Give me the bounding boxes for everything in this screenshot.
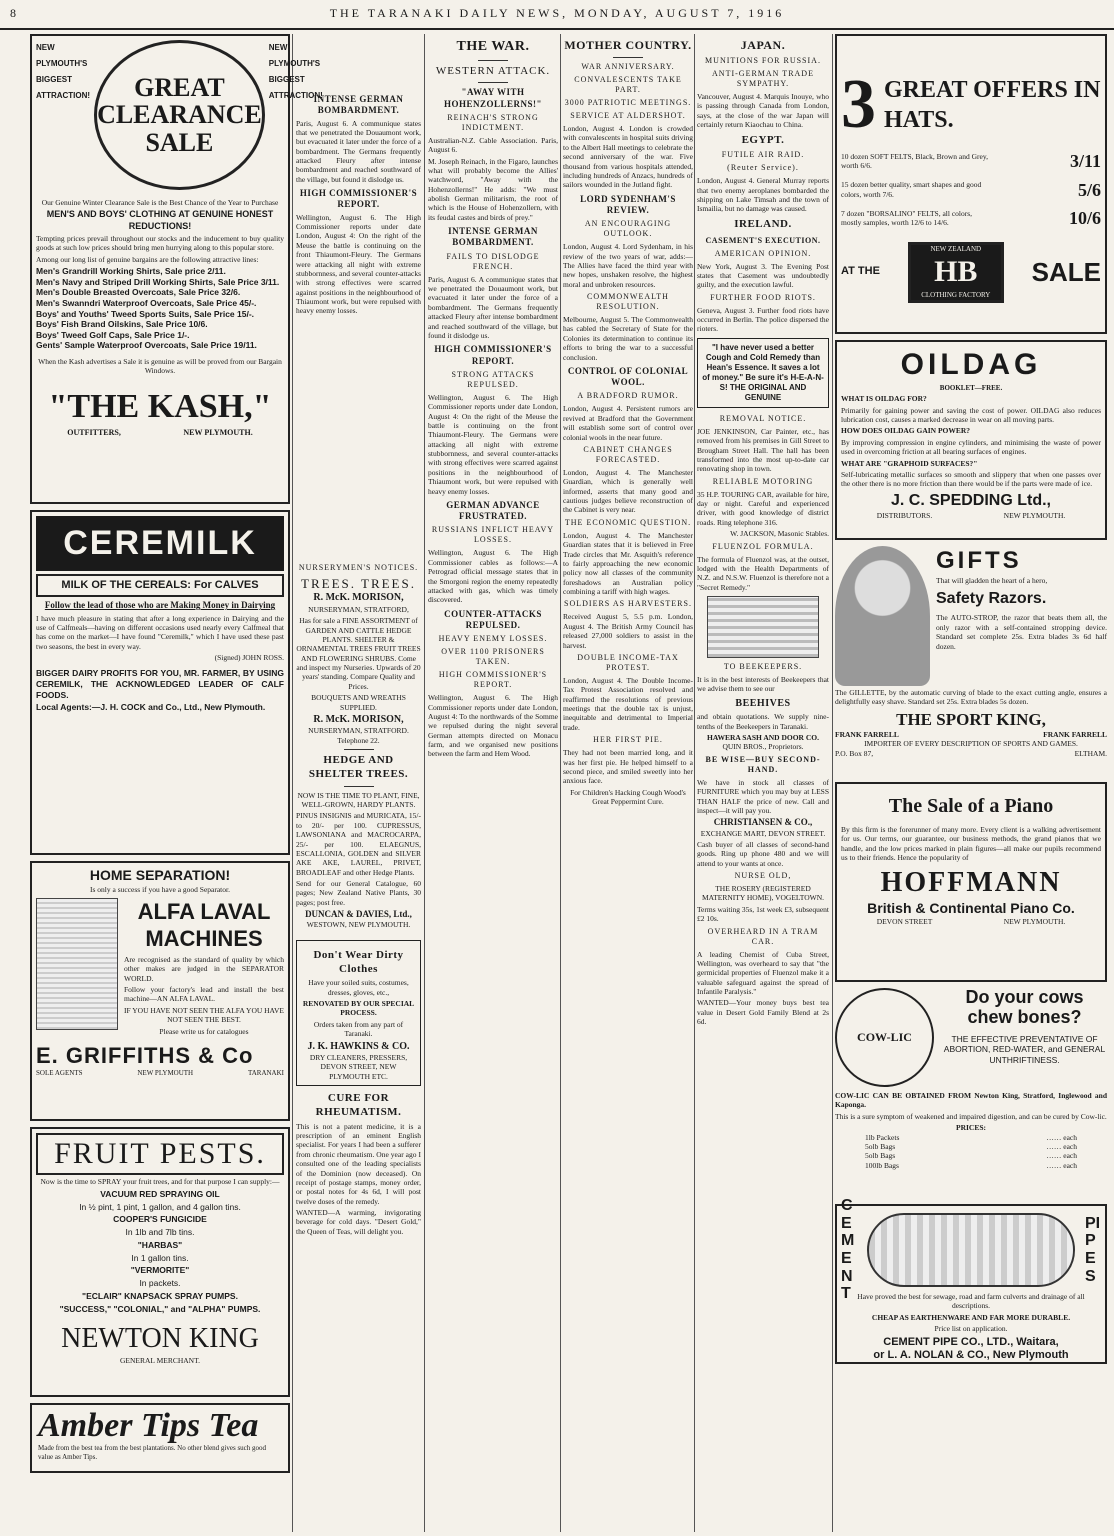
hats-row-desc: 7 dozen "BORSALINO" FELTS, all colors, mostly samples, worth 12/6 to 14/6.: [841, 208, 973, 228]
hats-row: [841, 207, 1101, 230]
hedge-town: WESTOWN, NEW PLYMOUTH.: [306, 920, 411, 930]
kash-side-text: PLYMOUTH'S: [36, 59, 88, 68]
column-2: [296, 560, 421, 1532]
removal-body: JOE JENKINSON, Car Painter, etc., has removed from his premises in Gill Street to Brougham Street Hall. The hall has been transformed into the most up-to-date car renovating shop in town.: [697, 426, 829, 474]
ireland-p3: New York, August 3. The Evening Post states that Casement was undoubtedly guilty, and the execution lawful.: [697, 261, 829, 290]
kash-footer-row: [36, 428, 284, 438]
piano-title: The Sale of a Piano: [888, 795, 1054, 817]
list-item: Men's Navy and Striped Drill Working Shirts, Sale Price 3/11.: [36, 276, 280, 287]
product-detail: In packets.: [139, 1278, 181, 1289]
kash-outfitters: OUTFITTERS,: [67, 428, 121, 438]
ceremilk-signature: (Signed) JOHN ROSS.: [214, 653, 284, 662]
fluenzol-body: The formula of Fluenzol was, at the outset, lodged with the Health Departments of N.Z. and N.S.W. Fluenzol is therefore not a "Secret Remedy.": [697, 554, 829, 592]
hoffmann-firm: HOFFMANN: [880, 866, 1062, 898]
mother-h7: COMMONWEALTH RESOLUTION.: [587, 292, 669, 311]
kash-among: Among our long list of genuine bargains are the following attractive lines:: [36, 254, 259, 264]
mother-p9: They had not been married long, and it was her first pie. He helped himself to a second piece, and smiled sweetly into her anxious face.: [563, 748, 693, 786]
alfa-write: Please write us for catalogues: [159, 1026, 249, 1036]
amber-tips-advert: [30, 1403, 290, 1473]
masthead-title: THE TARANAKI DAILY NEWS, MONDAY, AUGUST 7, 1916: [329, 6, 785, 20]
kash-items: [36, 266, 284, 351]
nursery-bouquets: BOUQUETS AND WREATHS SUPPLIED.: [311, 693, 406, 712]
alfa-region: TARANAKI: [248, 1069, 284, 1078]
japan-h1: MUNITIONS FOR RUSSIA.: [705, 56, 821, 65]
fruit-intro: Now is the time to SPRAY your fruit trees, and for that purpose I can supply:—: [40, 1176, 280, 1186]
oildag-a3: Self-lubricating metallic surfaces so smooth and slippery that when one passes over the other there is no more friction than there would be if the parts were made of ice.: [841, 469, 1101, 489]
hawkins-advert: [296, 940, 421, 1086]
list-item: Men's Swanndri Waterproof Overcoats, Sale Price 45/-.: [36, 297, 257, 308]
cowlic-heading: [835, 988, 1107, 1087]
product: VACUUM RED SPRAYING OIL: [100, 1188, 220, 1199]
hb-logo-top: NEW ZEALAND: [930, 244, 982, 253]
hb-at-the: AT THE: [841, 265, 880, 278]
gifts-text: [930, 546, 1107, 686]
cows-prices-label: PRICES:: [955, 1123, 986, 1133]
price-size: 1lb Packets: [865, 1132, 900, 1142]
war-p1: M. Joseph Reinach, in the Figaro, launches what will probably become the Allies' watchword, "Away with the Hohenzollerns!" He adds: "We must abolish German militarism, the root of which is the House of Hohenzollern, with its feudal castes and birds of prey.": [428, 156, 558, 222]
kash-side-text: BIGGEST: [36, 75, 73, 84]
tea-body: WANTED—Your money buys best tea value in Desert Gold Family Blend at 2s 6d.: [697, 998, 829, 1027]
hats-title: GREAT OFFERS IN HATS.: [884, 77, 1101, 133]
japan-h2: ANTI-GERMAN TRADE SYMPATHY.: [712, 69, 814, 88]
kash-side-text: PLYMOUTH'S: [268, 59, 321, 68]
pipes-word: PIPES: [1085, 1214, 1101, 1285]
sport-king: THE SPORT KING,: [896, 709, 1046, 729]
war-p2: Paris, August 6. A communique states that we penetrated the Douaumont work, but evacuated it later under the force of a bombardment. The Germans frequently attacked Fleury after intense bombardment and reached southward of the village, but found it dislodge us.: [428, 274, 558, 340]
cows-title: Do your cows chew bones?: [965, 987, 1084, 1027]
tram-body: A leading Chemist of Cuba Street, Wellington, was overheard to say that "the germicidal properties of Fluenzol make it a valuable safeguard against the spread of Infantile Paralysis.": [697, 949, 829, 996]
piano-body: By this firm is the forerunner of many more. Every client is a walking advertisement for us. Our terms, our guarantee, our business methods, the grand pianos that we handle, and the low prices marked in plain figures—all make our pupils recommend us to their friends. Hence the popularity of: [841, 825, 1101, 863]
kash-side-text: BIGGEST: [268, 75, 305, 84]
oildag-a2: By improving compression in engine cylinders, and minimising the waste of power used in overcoming friction at all bearing surfaces of engines.: [841, 437, 1101, 457]
gifts-body: [835, 546, 1107, 686]
hawkins-address: DEVON STREET, NEW PLYMOUTH ETC.: [320, 1062, 397, 1081]
christiansen-body: Cash buyer of all classes of second-hand goods. Ring up phone 480 and we will attend to your wants at once.: [697, 839, 829, 868]
war-column: [428, 34, 558, 1532]
mother-h10: CABINET CHANGES FORECASTED.: [583, 444, 673, 464]
oildag-q3: WHAT ARE "GRAPHOID SURFACES?": [841, 458, 978, 468]
sport-owners: [835, 730, 1107, 739]
kash-advert: [30, 34, 323, 504]
ireland-h4: CASEMENT'S EXECUTION.: [705, 235, 821, 245]
column-1: [30, 34, 323, 1532]
sport-importer: IMPORTER OF EVERY DESCRIPTION OF SPORTS AND GAMES.: [864, 739, 1078, 749]
mother-p4: London, August 4. Persistent rumors are revived at Bradford that the Government will establish some sort of control over colonial wools in the near future.: [563, 404, 693, 442]
mother-h8: CONTROL OF COLONIAL WOOL.: [567, 365, 689, 388]
war-h10: HEAVY ENEMY LOSSES.: [438, 634, 548, 644]
kash-side-left: [36, 40, 90, 190]
kash-side-text: NEW: [36, 43, 55, 52]
hats-row: [841, 179, 1101, 202]
product: "VERMORITE": [130, 1265, 190, 1276]
kash-name: "THE KASH,": [48, 387, 272, 425]
cows-sub: THE EFFECTIVE PREVENTATIVE OF ABORTION, RED-WATER, and GENERAL UNTHRIFTINESS.: [943, 1033, 1106, 1065]
oildag-advert: [835, 340, 1107, 540]
hb-sale-row: [841, 242, 1101, 303]
price-value: …… each: [1046, 1132, 1077, 1142]
piano-advert: [835, 782, 1107, 982]
list-item: Men's Grandrill Working Shirts, Sale price 2/11.: [36, 266, 226, 276]
war-h1: "AWAY WITH HOHENZOLLERNS!": [443, 87, 542, 109]
ceremilk-body: I have much pleasure in stating that after a long experience in Dairying and the use of Calfmeals—having on different occasions used nearly every Calfmeal that has come on the market—I have found "Ceremilk," which I have used these past two seasons, the best in every way.: [36, 613, 284, 651]
ceremilk-tagline: MILK OF THE CEREALS: For CALVES: [36, 574, 284, 598]
nursery-title: TREES. TREES.: [301, 576, 416, 591]
cement-word: CEMENT: [841, 1197, 855, 1303]
nurse-terms: Terms waiting 35s, 1st week £3, subsequent £2 10s.: [697, 904, 829, 924]
war-title: THE WAR.: [456, 39, 530, 54]
egypt-h: FUTILE AIR RAID.: [721, 150, 805, 160]
ireland-title: IRELAND.: [734, 217, 792, 230]
product: COOPER'S FUNGICIDE: [113, 1214, 207, 1225]
separator-illustration: [36, 898, 118, 1030]
fruit-role: GENERAL MERCHANT.: [120, 1356, 200, 1366]
hats-row-price: 10/6: [1068, 208, 1101, 228]
hedge-now: NOW IS THE TIME TO PLANT, FINE, WELL-GROWN, HARDY PLANTS.: [297, 790, 420, 809]
beehive-illustration: [707, 596, 819, 658]
tea-wanted: WANTED—A warming, invigorating beverage for cold days. "Desert Gold," the Queen of Teas, will delight you.: [296, 1208, 421, 1236]
war-h5-repeat: HIGH COMMISSIONER'S REPORT.: [299, 188, 418, 210]
war-h8: RUSSIANS INFLICT HEAVY LOSSES.: [431, 525, 555, 545]
cement-body: Have proved the best for sewage, road and farm culverts and drainage of all descriptions.: [857, 1292, 1085, 1311]
ireland-h5: AMERICAN OPINION.: [714, 248, 812, 258]
hats-advert: [835, 34, 1107, 334]
gifts-razors: Safety Razors.: [936, 590, 1047, 608]
war-h5: HIGH COMMISSIONER'S REPORT.: [434, 344, 552, 366]
nursery-firm-2: R. McK. MORISON,: [313, 713, 404, 725]
mother-p8: London, August 4. The Double Income-Tax Protest Association resolved and reaffirmed the resolutions of previous meetings that the double tax is unjust, inequitable and detrimental to Imperial trade.: [563, 675, 693, 732]
hedge-firm: DUNCAN & DAVIES, Ltd.,: [305, 909, 412, 920]
price-value: …… each: [1046, 1160, 1077, 1170]
hats-heading: [841, 66, 1101, 143]
hawkins-body: Have your soiled suits, costumes, dresses, gloves, etc.,: [308, 978, 409, 997]
divider: [613, 57, 643, 58]
war-h4: FAILS TO DISLODGE FRENCH.: [446, 251, 540, 271]
hoffmann-co: British & Continental Piano Co.: [867, 899, 1075, 916]
cement-price: Price list on application.: [934, 1324, 1008, 1334]
removal-title: REMOVAL NOTICE.: [719, 413, 807, 423]
hawkins-role: DRY CLEANERS, PRESSERS,: [309, 1053, 408, 1062]
oildag-footer: [841, 511, 1101, 520]
divider: [344, 749, 374, 750]
war-h11: OVER 1100 PRISONERS TAKEN.: [441, 647, 545, 667]
fruit-title: FRUIT PESTS.: [36, 1133, 284, 1175]
column-divider: [424, 34, 425, 1532]
price-row: [835, 1133, 1107, 1142]
fruit-pests-advert: [30, 1127, 290, 1397]
hawkins-title: Don't Wear Dirty Clothes: [313, 948, 404, 975]
wise-title: BE WISE—BUY SECOND-HAND.: [705, 754, 821, 774]
cement-firm: CEMENT PIPE CO., LTD., Waitara,: [883, 1335, 1059, 1348]
war-sub: WESTERN ATTACK.: [435, 64, 551, 77]
product-detail: In 1 gallon tins.: [131, 1252, 189, 1263]
ceremilk-closing: BIGGER DAIRY PROFITS FOR YOU, MR. FARMER, BY USING CEREMILK, THE ACKNOWLEDGED LEADER OF CALF FOODS.: [36, 668, 284, 700]
ireland-p4: Geneva, August 3. Further food riots have occurred in Berlin. The police dispersed the rioters.: [697, 305, 829, 334]
nursery-body: Has for sale a FINE ASSORTMENT of GARDEN AND CATTLE HEDGE PLANTS. SHELTER & ORNAMENTAL TREES FRUIT TREES AND FLOWERING SHRUBS. Come and inspect my Nurseries. Upwards of 20 years' standing. Compare Quality and Prices.: [296, 616, 421, 691]
egypt-reuter: (Reuter Service).: [727, 163, 799, 173]
price-row: [835, 1151, 1107, 1160]
divider: [344, 786, 374, 787]
kash-footer: When the Kash advertises a Sale it is genuine as will be proved from our Bargain Windows.: [38, 357, 282, 376]
list-item: Boys' Tweed Golf Caps, Sale Price 1/-.: [36, 329, 190, 340]
bee-beehives: BEEHIVES: [735, 697, 791, 709]
mother-p6: London, August 4. The Manchester Guardian states that it is believed in Free Trade circles that Mr. Asquith's reference to fairly approaching the new economic policy now all classes of the community foreshadows an Australian policy combining a tariff with high wages.: [563, 530, 693, 596]
heans-advert: "I have never used a better Cough and Cold Remedy than Hean's Essence. It saves a lot of money." Be sure it's H-E-A-N-S! THE ORIGINAL AND GENUINE: [697, 338, 829, 408]
price-value: …… each: [1046, 1141, 1077, 1151]
nursery-label: NURSERYMEN'S NOTICES.: [298, 563, 419, 572]
column-divider: [560, 34, 561, 1532]
piano-footer: [841, 917, 1101, 926]
sport-town: ELTHAM.: [1074, 748, 1107, 758]
bee-body2: and obtain quotations. We supply nine-tenths of the Beekeepers in Taranaki.: [697, 712, 829, 731]
bee-firm: HAWERA SASH AND DOOR CO.: [707, 733, 819, 742]
ceremilk-title: CEREMILK: [36, 516, 284, 571]
alfa-ifnot: IF YOU HAVE NOT SEEN THE ALFA YOU HAVE NOT SEEN THE BEST.: [124, 1005, 285, 1025]
war-p2-repeat: Paris, August 6. A communique states that we penetrated the Douaumont work, but evacuated it later under the force of a bombardment. The Germans frequently attacked Fleury after intense bombardment and reached southward of the village, but found it dislodge us.: [296, 118, 421, 184]
ireland-h6: FURTHER FOOD RIOTS.: [710, 292, 816, 302]
war-h2: REINACH'S STRONG INDICTMENT.: [447, 112, 539, 132]
list-item: Boys' Fish Brand Oilskins, Sale Price 10/6.: [36, 319, 208, 330]
alfa-footer-row: [36, 1069, 284, 1078]
list-item: Gents' Sample Waterproof Overcoats, Sale Price 19/11.: [36, 340, 257, 351]
column-divider: [694, 34, 695, 1532]
ceremilk-advert: [30, 510, 290, 855]
price-row: [835, 1161, 1107, 1170]
hb-sale: SALE: [1031, 256, 1101, 287]
war-p5: Wellington, August 6. The High Commissioner reports under date London, August 4: To the northwards of the Somme we repulsed during the night several German attempts directed on Monacu farm, and we organised new positions between the farm and Hem Wood.: [428, 693, 558, 759]
ceremilk-lead: Follow the lead of those who are Making Money in Dairying: [44, 600, 276, 611]
motor-body: 35 H.P. TOURING CAR, available for hire, day or night. Careful and experienced driver, with good knowledge of district roads. Ring telephone 316.: [697, 489, 829, 527]
hats-row-desc: 15 dozen better quality, smart shapes and good colors, worth 7/6.: [841, 180, 982, 199]
pipes-illustration: [867, 1213, 1075, 1287]
egypt-p: London, August 4. General Murray reports that two enemy aeroplanes bombarded the shipping on Lake Timsah and the town of Ismailia, but no damage was caused.: [697, 176, 829, 214]
cows-note: This is a sure symptom of weakened and impaired digestion, and can be cured by Cow-lic.: [835, 1111, 1107, 1121]
cement-pipes-advert: [835, 1197, 1107, 1364]
piano-street: DEVON STREET: [876, 917, 933, 926]
sport-owner: FRANK FARRELL: [1043, 730, 1107, 739]
divider: [478, 82, 508, 83]
japan-title: JAPAN.: [740, 38, 786, 52]
column-divider: [292, 34, 293, 1532]
sport-box: P.O. Box 87,: [835, 748, 874, 758]
nurse-title: NURSE OLD,: [734, 871, 792, 880]
mother-h3: 3000 PATRIOTIC MEETINGS.: [564, 98, 692, 107]
hats-row: [841, 150, 1101, 173]
bee-firm2: QUIN BROS., Proprietors.: [722, 742, 804, 752]
mother-h11: THE ECONOMIC QUESTION.: [564, 517, 692, 527]
cowlic-text: [934, 988, 1107, 1087]
hedge-title: HEDGE AND SHELTER TREES.: [308, 754, 409, 780]
war-p3-repeat: Wellington, August 6. The High Commissioner reports under date London, August 4: On the right of the Meuse the battle is continuing on the front Thiaumont-Fleury. The Germans were attacking all night with extreme stubbornness, and several counter-attacks with strong effectives were scarred against positions in the neighbourhood of Thiaumont work, but were repulsed with heavy enemy losses.: [296, 212, 421, 316]
alfa-laval-advert: [30, 861, 290, 1121]
hb-logo-bottom: CLOTHING FACTORY: [921, 290, 991, 299]
alfa-brand: ALFA LAVAL: [137, 898, 271, 924]
hats-row-desc: 10 dozen SOFT FELTS, Black, Brown and Grey, worth 6/6.: [841, 151, 989, 171]
gifts-title: GIFTS: [936, 547, 1022, 574]
motor-signature: W. JACKSON, Masonic Stables.: [730, 529, 829, 539]
war-column-left: [296, 34, 421, 554]
price-value: …… each: [1046, 1151, 1077, 1161]
wise-body: We have in stock all classes of FURNITURE which you may buy at LESS THAN HALF the price of new. Call and inspect—it will pay you.: [697, 777, 829, 815]
kash-tempting: Tempting prices prevail throughout our stocks and the inducement to buy quality goods at such low prices should bring men hurrying along to this popular store.: [36, 233, 284, 253]
hedge-list: PINUS INSIGNIS and MURICATA, 15/- to 20/- per 100. CUPRESSUS, LAWSONIANA and MACROCARPA, 25/- per 100. ELAEGNUS, ESCALLONIA, GOLDEN and SILVER AKE AKE, LAUREL, PRIVET, BROADLEAF and other Hedge Plants.: [296, 811, 421, 877]
hb-logo-mark: HB: [934, 255, 978, 289]
cement-firm-2: or L. A. NOLAN & CO., New Plymouth: [873, 1349, 1069, 1362]
mother-p1: London, August 4. London is crowded with convalescents in hospital suits driving to the Albert Hall meetings to celebrate the second anniversary of the war. Five thousand from various hospitals attended, including hundreds of Anzacs, hundreds of sailors wounded in the Jutland fight.: [563, 124, 693, 190]
oildag-q1: WHAT IS OILDAG FOR?: [841, 394, 927, 404]
mother-h12: SOLDIERS AS HARVESTERS.: [564, 599, 692, 609]
hats-row-price: 3/11: [1069, 151, 1101, 171]
column-divider: [832, 34, 833, 1532]
mother-p5: London, August 4. The Manchester Guardian, which is generally well informed, asserts that many good and cautious judges believe reconstruction of the Cabinet is very near.: [563, 467, 693, 515]
nursery-telephone: Telephone 22.: [337, 735, 380, 745]
alfa-body: [36, 898, 284, 1038]
christiansen-address: EXCHANGE MART, DEVON STREET.: [700, 828, 826, 838]
hb-logo: [908, 242, 1004, 303]
alfa-title: HOME SEPARATION!: [89, 867, 231, 883]
nursery-firm: R. McK. MORISON,: [313, 592, 404, 604]
egypt-title: EGYPT.: [741, 133, 785, 146]
war-p3: Wellington, August 6. The High Commissioner reports under date London, August 4: On the right of the Meuse the battle is continuing on the front Thiaumont-Fleury. The Germans were attacking all night with extreme stubbornness, and several counter-attacks with strong effectives were scarred against positions in the neighbourhood of Thiaumont work, but were repulsed with heavy enemy losses.: [428, 392, 558, 496]
hawkins-firm: J. K. HAWKINS & CO.: [307, 1040, 410, 1052]
alfa-machines: MACHINES: [145, 926, 263, 952]
price-size: 5olb Bags: [865, 1141, 896, 1151]
oildag-title: OILDAG: [900, 348, 1042, 381]
motor-title: RELIABLE MOTORING: [712, 476, 814, 486]
mother-title: MOTHER COUNTRY.: [564, 38, 692, 52]
list-item: Boys' and Youths' Tweed Sports Suits, Sale Price 15/-.: [36, 308, 255, 319]
alfa-town: NEW PLYMOUTH: [137, 1069, 194, 1078]
column-6: [835, 34, 1107, 1532]
tram-title: OVERHEARD IN A TRAM CAR.: [707, 926, 819, 946]
column-4: [563, 34, 693, 1532]
alfa-desc: Are recognised as the standard of quality by which other makes are judged in the SEPARATOR WORLD.: [124, 954, 284, 983]
war-dateline: Australian-N.Z. Cable Association. Paris, August 6.: [428, 135, 558, 155]
mother-h5: LORD SYDENHAM'S REVIEW.: [580, 193, 676, 215]
amber-title: Amber Tips Tea: [38, 1407, 259, 1444]
cowlic-advert: [835, 988, 1107, 1198]
kash-side-text: NEW: [268, 43, 288, 52]
hedge-send: Send for our General Catalogue, 60 pages; New Zealand Native Plants, 30 pages; post free.: [296, 879, 421, 907]
sport-footer: [835, 749, 1107, 758]
divider: [478, 60, 508, 61]
alfa-firm: E. GRIFFITHS & Co: [36, 1042, 254, 1068]
alfa-text: [118, 898, 284, 1038]
alfa-sub: Is only a success if you have a good Separator.: [90, 884, 230, 894]
mother-h4: SERVICE AT ALDERSHOT.: [570, 111, 686, 120]
oildag-role: DISTRIBUTORS.: [876, 510, 933, 520]
shaving-man-illustration: [835, 546, 930, 686]
rheumatism-title: CURE FOR RHEUMATISM.: [315, 1092, 402, 1118]
bee-body: It is in the best interests of Beekeepers that we advise them to see our: [697, 675, 829, 694]
list-item: Men's Double Breasted Overcoats, Sale Price 32/6.: [36, 287, 241, 298]
hawkins-orders: Orders taken from any part of Taranaki.: [313, 1019, 404, 1039]
kash-side-text: ATTRACTION!: [268, 91, 323, 100]
nursery-town: NURSERYMAN, STRATFORD,: [308, 604, 409, 614]
fruit-lines: [36, 1188, 284, 1316]
gifts-p1: The AUTO-STROP, the razor that beats them all, the only razor with a self-contained stropping device. Standard set complete 25s. Extra blades 3s 6d half dozen.: [936, 613, 1107, 651]
war-h3-repeat: INTENSE GERMAN BOMBARDMENT.: [313, 94, 404, 116]
oildag-firm: J. C. SPEDDING Ltd.,: [890, 491, 1051, 509]
product-detail: In 1lb and 7lb tins.: [125, 1227, 195, 1238]
kash-town: NEW PLYMOUTH.: [183, 428, 253, 438]
war-h6: STRONG ATTACKS REPULSED.: [451, 369, 535, 389]
mother-p2: London, August 4. Lord Sydenham, in his review of the two years of war, adds:—The Allies have faced the third year with new hopes, unshaken resolve, the highest moral and unbroken resources.: [563, 242, 693, 289]
masthead: [0, 0, 1114, 30]
mother-h2: CONVALESCENTS TAKE PART.: [574, 75, 682, 94]
japan-p1: Vancouver, August 4. Marquis Inouye, who is passing through Canada from London, says, at the close of the war Japan will certainly return Kiaochau to China.: [697, 92, 829, 130]
oildag-a1: Primarily for gaining power and saving the cost of power. OILDAG also reduces lubrication cost, causes a marked decrease in wear on all moving parts.: [841, 405, 1101, 424]
product: "ECLAIR" KNAPSACK SPRAY PUMPS.: [82, 1290, 238, 1301]
war-h12: HIGH COMMISSIONER'S REPORT.: [438, 670, 548, 690]
product: "SUCCESS," "COLONIAL," and "ALPHA" PUMPS.: [59, 1303, 261, 1314]
sport-owner: FRANK FARRELL: [835, 730, 899, 739]
kash-intro: Our Genuine Winter Clearance Sale is the Best Chance of the Year to Purchase: [41, 198, 279, 207]
column-5: [697, 34, 829, 1532]
oildag-q2: HOW DOES OILDAG GAIN POWER?: [841, 426, 971, 436]
nurse-body: THE ROSERY (REGISTERED MATERNITY HOME), VOGELTOWN.: [701, 884, 825, 903]
fruit-firm: NEWTON KING: [61, 1323, 259, 1355]
gifts-sub: That will gladden the heart of a hero,: [936, 576, 1048, 585]
mother-p7: Received August 5, 5.5 p.m. London, August 4. The British Army Council has released 27,000 soldiers to assist in the harvest.: [563, 612, 693, 650]
price-row: [835, 1142, 1107, 1151]
kash-banner: [36, 40, 323, 190]
mother-h13: DOUBLE INCOME-TAX PROTEST.: [577, 652, 679, 672]
amber-note: Made from the best tea from the best plantations. No other blend gives such good value as Amber Tips.: [38, 1444, 267, 1462]
mother-p3: Melbourne, August 5. The Commonwealth has cabled the Secretary of State for the Colonies its determination to continue its efforts to bring the war to a successful conclusion.: [563, 315, 693, 362]
oildag-town: NEW PLYMOUTH.: [1003, 510, 1066, 520]
product: "HARBAS": [137, 1239, 183, 1250]
piano-town: NEW PLYMOUTH.: [1003, 917, 1066, 926]
ceremilk-agents: Local Agents:—J. H. COCK and Co., Ltd., New Plymouth.: [36, 702, 266, 713]
masthead-rule: [0, 28, 1114, 30]
bee-title: TO BEEKEEPERS.: [723, 662, 803, 671]
gifts-p2: The GILLETTE, by the automatic curving of blade to the exact cutting angle, ensures a delightfully easy shave. Standard set 25s. Extra blades 5s dozen.: [835, 688, 1107, 707]
price-size: 5olb Bags: [865, 1151, 896, 1161]
kash-headline: MEN'S AND BOYS' CLOTHING AT GENUINE HONEST REDUCTIONS!: [46, 209, 274, 231]
alfa-follow: Follow your factory's lead and install the best machine—AN ALFA LAVAL.: [124, 985, 284, 1004]
war-p4: Wellington, August 6. The High Commissioner cables as follows:—A Petrograd official message states that in the Smorgoni region the enemy repeatedly attacked with gas, which was timely discovered.: [428, 548, 558, 605]
alfa-agents: SOLE AGENTS: [36, 1069, 83, 1078]
cement-cheap: CHEAP AS EARTHENWARE AND FAR MORE DURABLE.: [871, 1312, 1071, 1322]
hats-row-price: 5/6: [1077, 179, 1101, 200]
fluenzol-title: FLUENZOL FORMULA.: [712, 541, 814, 551]
rheumatism-body: This is not a patent medicine, it is a prescription of an eminent English specialist. For years I had been a sufferer from chronic rheumatism. One year ago I consulted one of the leading specialists of the Dominion (now deceased). On receipt of postage stamps, money order, or postal notes for 4s 6d, I will post twelve doses of the remedy.: [296, 1121, 421, 1206]
cows-obtain: COW-LIC CAN BE OBTAINED FROM Newton King, Stratford, Inglewood and Kaponga.: [835, 1091, 1107, 1110]
war-h7: GERMAN ADVANCE FRUSTRATED.: [446, 499, 540, 522]
mother-h14: HER FIRST PIE.: [593, 735, 663, 745]
christiansen-firm: CHRISTIANSEN & CO.,: [713, 817, 813, 828]
product-detail: In ½ pint, 1 pint, 1 gallon, and 4 gallon tins.: [79, 1201, 241, 1212]
price-size: 100lb Bags: [865, 1160, 899, 1170]
hawkins-special: RENOVATED BY OUR SPECIAL PROCESS.: [302, 999, 415, 1018]
oildag-sub: BOOKLET—FREE.: [939, 383, 1003, 392]
hats-number: 3: [841, 66, 876, 143]
war-h3: INTENSE GERMAN BOMBARDMENT.: [448, 226, 538, 248]
cowlic-logo: COW-LIC: [835, 988, 934, 1087]
war-h9: COUNTER-ATTACKS REPULSED.: [444, 608, 542, 630]
kash-sale-title: GREAT CLEARANCE SALE: [94, 40, 265, 190]
mother-foot: For Children's Hacking Cough Wood's Great Peppermint Cure.: [570, 787, 686, 806]
mother-h9: A BRADFORD RUMOR.: [577, 391, 679, 401]
page-number: 8: [10, 6, 19, 20]
mother-h6: AN ENCOURAGING OUTLOOK.: [584, 219, 672, 239]
kash-side-text: ATTRACTION!: [36, 91, 91, 100]
nursery-town-2: NURSERYMAN, STRATFORD.: [308, 726, 409, 736]
gifts-advert: [835, 546, 1107, 776]
mother-h1: WAR ANNIVERSARY.: [581, 62, 675, 71]
